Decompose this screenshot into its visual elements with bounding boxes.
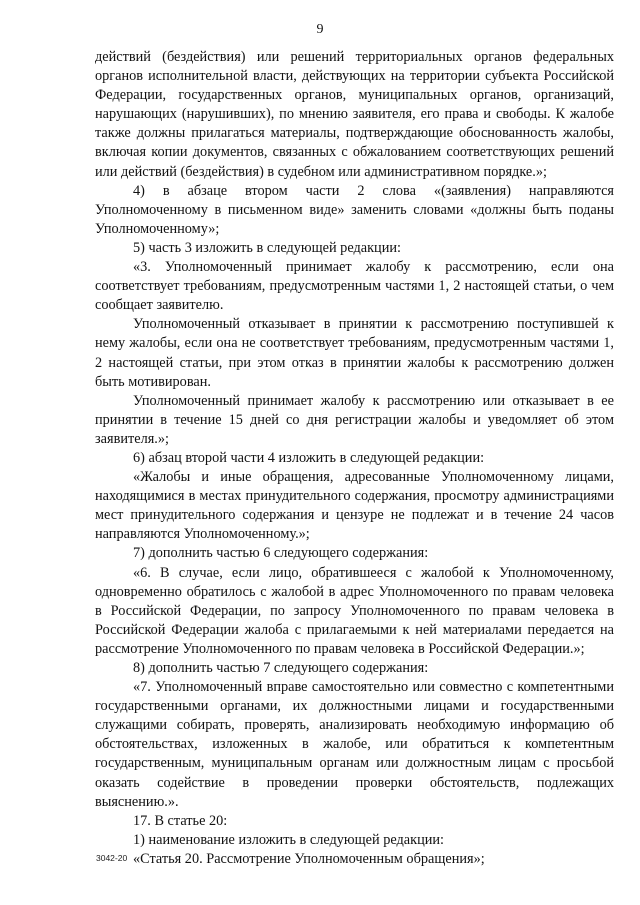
paragraph-item-8: 8) дополнить частью 7 следующего содержания: [133, 660, 429, 676]
document-body [95, 48, 614, 869]
paragraph-item-17-1: 1) наименование изложить в следующей редакции: [133, 831, 444, 848]
paragraph-item-6: 6) абзац второй части 4 изложить в следующей редакции: [133, 449, 485, 466]
paragraph-item-4: 4) в абзаце втором части 2 слова «(заявления) направляются Уполномоченному в письменном виде» заменить словами «должны быть поданы Уполномоченному»; [95, 182, 614, 237]
paragraph-part-7-quote: «7. Уполномоченный вправе самостоятельно или совместно с компетентными государственными органами, их должностными лицами и государственными служащими собирать, проверять, анализировать необходимую информацию об обстоятельствах, изложенных в жалобе, или обратиться к компетентным государственным, муниципальным органам или должностным лицам с просьбой оказать содействие в проведении проверки обстоятельств, подлежащих выяснению.». [95, 679, 614, 810]
paragraph-complaints-quote: «Жалобы и иные обращения, адресованные Уполномоченному лицами, находящимися в местах принудительного содержания, просмотру администрациями мест принудительного содержания и цензуре не подлежат и в течение 24 часов направляются Уполномоченному.»; [95, 469, 614, 543]
paragraph-item-7: 7) дополнить частью 6 следующего содержания: [133, 545, 429, 562]
paragraph-continuation: действий (бездействия) или решений территориальных органов федеральных органов исполнительной власти, действующих на территории субъекта Российской Федерации, государственных органов, муниципальных органов, организаций, нарушающих (нарушивших), по мнению заявителя, его права и свободы. К жалобе также должны прилагаться материалы, подтверждающие обоснованность жалобы, включая копии документов, связанных с обжалованием соответствующих решений или действий (бездействия) в судебном или административном порядке.»; [95, 49, 614, 180]
paragraph-item-17: 17. В статье 20: [133, 812, 228, 829]
page-number: 9 [316, 22, 324, 37]
paragraph-deadline: Уполномоченный принимает жалобу к рассмотрению или отказывает в ее принятии в течение 15 дней со дня регистрации жалобы и уведомляет об этом заявителя.»; [95, 392, 614, 447]
paragraph-part-6-quote: «6. В случае, если лицо, обратившееся с жалобой к Уполномоченному, одновременно обратилось с жалобой в адрес Уполномоченного по правам человека в Российской Федерации, по запросу Уполномоченного по правам человека в Российской Федерации жалоба с прилагаемыми к ней материалами передается на рассмотрение Уполномоченного по правам человека в Российской Федерации.»; [95, 564, 614, 657]
paragraph-item-5: 5) часть 3 изложить в следующей редакции: [133, 239, 401, 256]
paragraph-refusal: Уполномоченный отказывает в принятии к рассмотрению поступившей к нему жалобы, если она не соответствует требованиям, предусмотренным частями 1, 2 настоящей статьи, при этом отказ в принятии жалобы к рассмотрению должен быть мотивирован. [95, 316, 614, 390]
paragraph-part-3-quote: «3. Уполномоченный принимает жалобу к рассмотрению, если она соответствует требованиям, предусмотренным частями 1, 2 настоящей статьи, о чем сообщает заявителю. [95, 259, 614, 314]
paragraph-article-20-title: «Статья 20. Рассмотрение Уполномоченным обращения»; [133, 850, 485, 867]
document-code: 3042-20 [96, 853, 128, 863]
